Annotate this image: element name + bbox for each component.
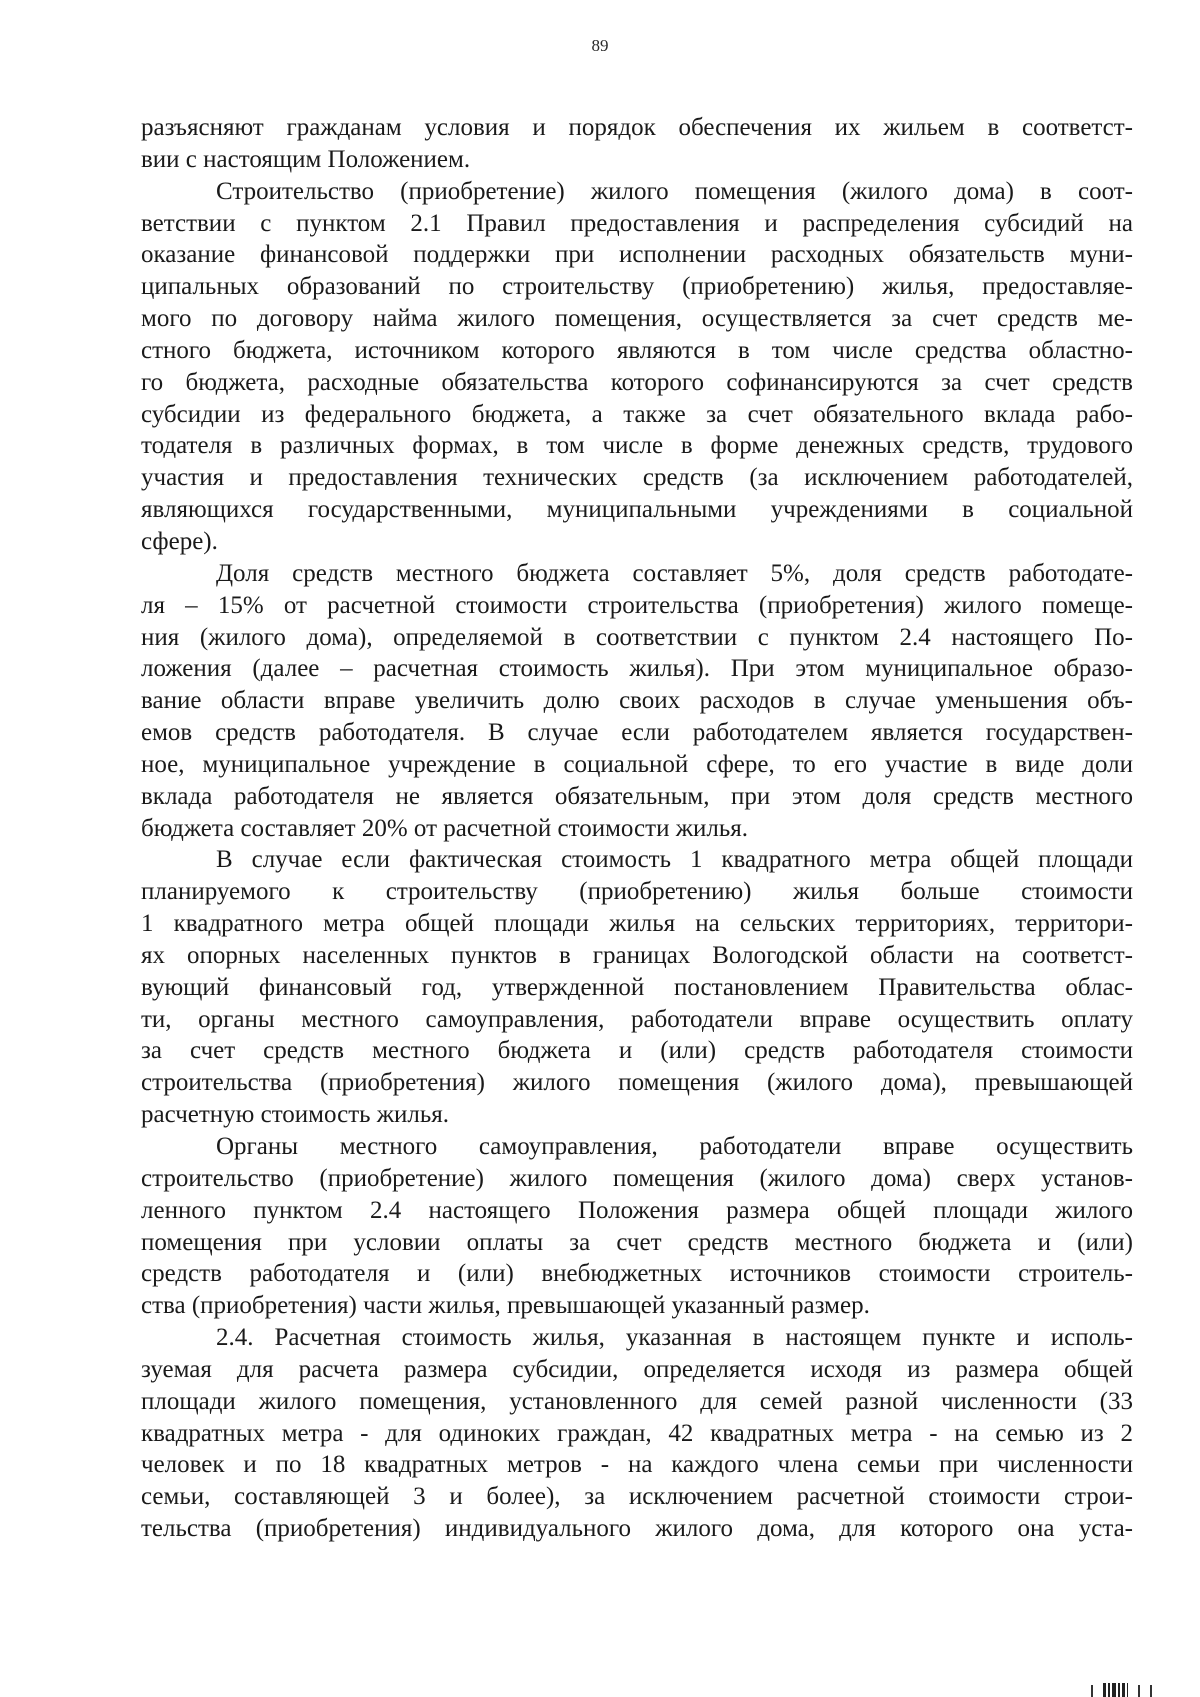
text-line: участия и предоставления технических средств (за исключением работодателей, [141, 464, 1133, 492]
text-line: средств работодателя и (или) внебюджетных источников стоимости строитель- [141, 1260, 1133, 1288]
text-line: планируемого к строительству (приобретению) жилья больше стоимости [141, 878, 1133, 906]
text-line: ства (приобретения) части жилья, превышающей указанный размер. [141, 1292, 870, 1320]
text-line: сфере). [141, 527, 218, 555]
text-line: В случае если фактическая стоимость 1 квадратного метра общей площади [216, 846, 1133, 874]
text-line: мого по договору найма жилого помещения, осуществляется за счет средств ме- [141, 305, 1133, 333]
text-line: Строительство (приобретение) жилого помещения (жилого дома) в соот- [216, 177, 1133, 205]
text-line: помещения при условии оплаты за счет средств местного бюджета и (или) [141, 1228, 1133, 1256]
text-line: вии с настоящим Положением. [141, 145, 471, 173]
text-line: оказание финансовой поддержки при исполнении расходных обязательств муни- [141, 241, 1133, 269]
text-line: ля – 15% от расчетной стоимости строительства (приобретения) жилого помеще- [141, 591, 1133, 619]
text-line: зуемая для расчета размера субсидии, определяется исходя из размера общей [141, 1355, 1133, 1383]
text-line: тодателя в различных формах, в том числе в форме денежных средств, трудового [141, 432, 1133, 460]
text-line: 2.4. Расчетная стоимость жилья, указанная в настоящем пункте и исполь- [216, 1324, 1133, 1352]
scan-tick-mark [1150, 1685, 1152, 1697]
text-line: ях опорных населенных пунктов в границах Вологодской области на соответст- [141, 941, 1133, 969]
text-line: ложения (далее – расчетная стоимость жилья). При этом муниципальное образо- [141, 655, 1133, 683]
text-line: ленного пунктом 2.4 настоящего Положения размера общей площади жилого [141, 1196, 1133, 1224]
text-line: 1 квадратного метра общей площади жилья на сельских территориях, территори- [141, 910, 1133, 938]
text-line: вклада работодателя не является обязательным, при этом доля средств местного [141, 782, 1133, 810]
text-line: ветствии с пунктом 2.1 Правил предоставления и распределения субсидий на [141, 209, 1133, 237]
scan-marks [992, 1679, 1152, 1697]
text-line: квадратных метра - для одиноких граждан, 42 квадратных метра - на семью из 2 [141, 1419, 1133, 1447]
scan-barcode [1103, 1683, 1128, 1697]
text-line: емов средств работодателя. В случае если работодателем является государствен- [141, 719, 1133, 747]
text-line: строительства (приобретения) жилого помещения (жилого дома), превышающей [141, 1069, 1133, 1097]
text-line: субсидии из федерального бюджета, а также за счет обязательного вклада рабо- [141, 400, 1133, 428]
text-line: стного бюджета, источником которого являются в том числе средства областно- [141, 336, 1133, 364]
text-line: ния (жилого дома), определяемой в соответствии с пунктом 2.4 настоящего По- [141, 623, 1133, 651]
text-line: строительство (приобретение) жилого помещения (жилого дома) сверх установ- [141, 1164, 1133, 1192]
page-number: 89 [591, 36, 609, 55]
text-line: ципальных образований по строительству (приобретению) жилья, предоставляе- [141, 273, 1133, 301]
text-line: бюджета составляет 20% от расчетной стоимости жилья. [141, 814, 748, 842]
text-line: семьи, составляющей 3 и более), за исключением расчетной стоимости строи- [141, 1483, 1133, 1511]
text-line: тельства (приобретения) индивидуального жилого дома, для которого она уста- [141, 1515, 1133, 1543]
text-line: го бюджета, расходные обязательства которого софинансируются за счет средств [141, 368, 1133, 396]
scan-tick-mark [1138, 1685, 1140, 1697]
text-line: ти, органы местного самоуправления, работодатели вправе осуществить оплату [141, 1005, 1133, 1033]
text-line: Доля средств местного бюджета составляет 5%, доля средств работодате- [216, 559, 1133, 587]
scan-tick-mark [1091, 1685, 1093, 1697]
text-line: вание области вправе увеличить долю своих расходов в случае уменьшения объ- [141, 687, 1133, 715]
text-line: Органы местного самоуправления, работодатели вправе осуществить [216, 1133, 1133, 1160]
text-line: ное, муниципальное учреждение в социальной сфере, то его участие в виде доли [141, 750, 1133, 778]
text-line: расчетную стоимость жилья. [141, 1101, 450, 1129]
text-line: являющихся государственными, муниципальными учреждениями в социальной [141, 496, 1133, 524]
text-line: вующий финансовый год, утвержденной постановлением Правительства облас- [141, 973, 1133, 1001]
text-line: площади жилого помещения, установленного для семей разной численности (33 [141, 1387, 1133, 1415]
text-line: за счет средств местного бюджета и (или) средств работодателя стоимости [141, 1037, 1133, 1065]
text-line: человек и по 18 квадратных метров - на каждого члена семьи при численности [141, 1451, 1133, 1479]
body-text [141, 112, 1133, 1545]
text-line: разъясняют гражданам условия и порядок обеспечения их жильем в соответст- [141, 114, 1133, 141]
